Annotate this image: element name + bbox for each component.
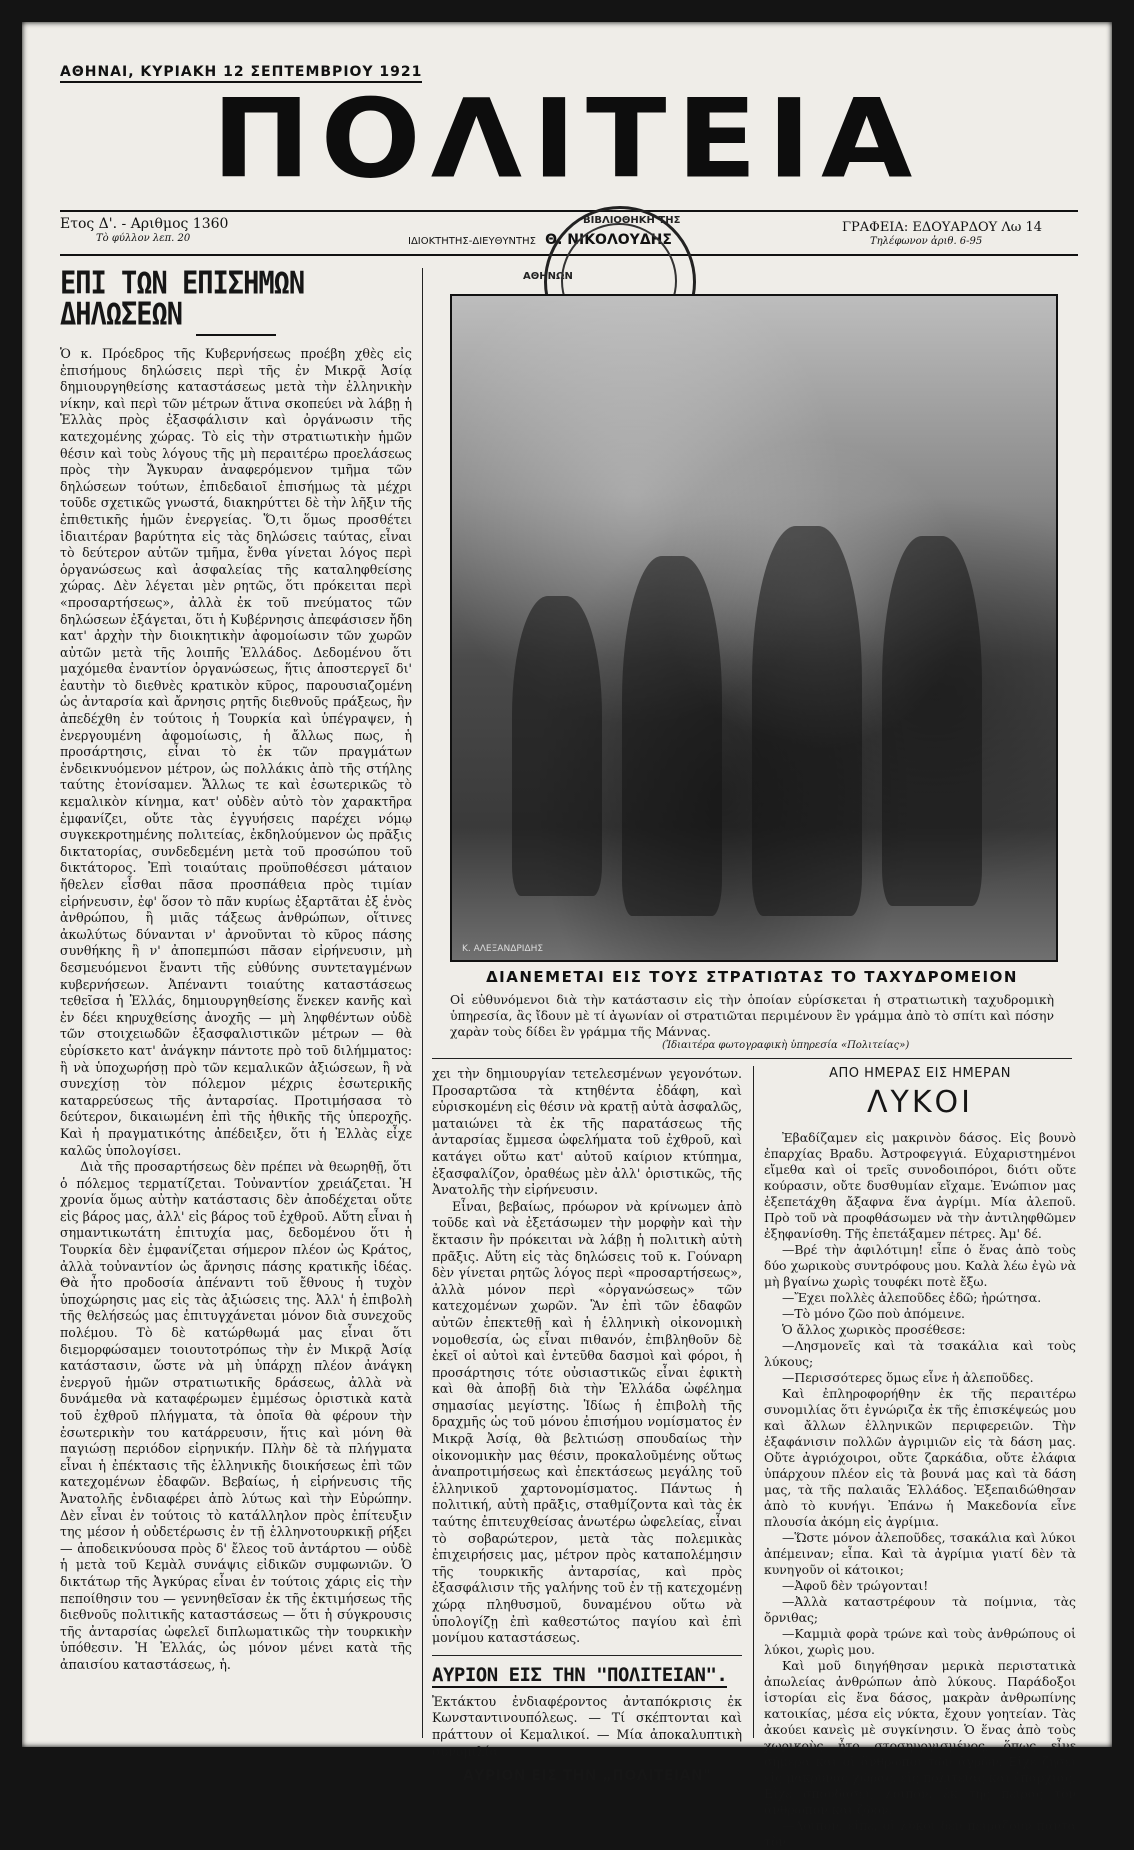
right-article-paragraph: —Λοιπόν, εἶπε, οἱ λύκοι δὲν πειράζουν πάντα τὸν [764, 1818, 1076, 1849]
tomorrow-box-closing: ΑΥΡΙΟΝ ΕΙΣ ΤΗΝ „ΠΟΛΙΤΕΙΑΝ" [462, 1768, 712, 1785]
photo-caption-title: ΔΙΑΝΕΜΕΤΑΙ ΕΙΣ ΤΟΥΣ ΣΤΡΑΤΙΩΤΑΣ ΤΟ ΤΑΧΥΔΡΟΜΕΙΟΝ [486, 968, 1018, 986]
issue-info [60, 216, 228, 245]
stamp-ring-text: ΒΙΒΛΙΟΘΗΚΗ ΤΗΣ [583, 215, 681, 226]
left-article-paragraph-1: Ὁ κ. Πρόεδρος τῆς Κυβερνήσεως προέβη χθὲς εἰς ἐπισήμους δηλώσεις περὶ τῆς ἐν Μικρᾷ Ἀσίᾳ δημιουργηθείσης καταστάσεως μετὰ τὴν ἑλληνικὴν νίκην, καὶ περὶ τῶν μέτρων ἅτινα σκοπεύει νὰ λάβῃ ἡ Ἑλλὰς πρὸς ἐξασφάλισιν καὶ ὀργάνωσιν τῆς κατεχομένης χώρας. Τὸ εἰς τὴν στρατιωτικὴν ἡμῶν θέσιν καὶ τοὺς λόγους τῆς μὴ περαιτέρω προελάσεως πρὸς τὴν Ἄγκυραν ἀναφερόμενον τμῆμα τῶν δηλώσεων τούτων, ἐπιδεδαιοῖ ἐπισήμως τὰ μέχρι τοῦδε σχετικῶς γνωστά, διακηρύττει δὲ τὴν λῆξιν τῆς ἐπιθετικῆς ἡμῶν ἐνεργείας. Ὅ,τι ὅμως προσθέτει ἰδιαιτέραν βαρύτητα εἰς τὰς δηλώσεις ταύτας, εἶναι τὸ δεύτερον αὐτῶν τμῆμα, ἔνθα γίνεται λόγος περὶ ὀργανώσεως καὶ ἀσφαλείας τῆς καταληφθείσης χώρας. Δὲν λέγεται μὲν ρητῶς, ὅτι πρόκειται περὶ «προσαρτήσεως», ἀλλὰ ἐκ τοῦ πνεύματος τῶν δηλώσεων ἐξάγεται, ὅτι ἡ Κυβέρνησις ἀπεφάσισεν ἤδη κατ' ἀρχὴν τὴν διοικητικὴν ἀφομοίωσιν τῶν χωρῶν αὐτῶν μετὰ τῆς λοιπῆς Ἑλλάδος. Δεδομένου ὅτι μαχόμεθα ἐναντίον ὀργανώσεως, ἥτις ἀποστεργεῖ δι' ἑαυτὴν τὸ διεθνὲς κρατικὸν κῦρος, παρουσιαζομένη ὡς ἀνταρσία καὶ ἄρνησις ρητῆς διεθνοῦς πράξεως, ἣν ἀπεδέχθη ἐν τούτοις ἡ Τουρκία καὶ ὑπέγραψεν, ἡ ἐνεργουμένη ἀφομοίωσις, ἡ ἄλλως πως, ἡ προσάρτησις, εἶναι τὸ ἐκ τῶν πραγμάτων ἐνδεικνυόμενον μέτρον, ὡς πολλάκις ἀπὸ τῆς στήλης ταύτης ἐτονίσαμεν. Ἄλλως τε καὶ ἐσωτερικῶς τὸ κεμαλικὸν κίνημα, κατ' οὐδὲν αὐτὸ τὸν χαρακτῆρα ἐμφανίζει, οὔτε τὰς ἐγγυήσεις παρέχει νόμῳ συγκεκροτημένης πολιτείας, ἐκδηλούμενον ὡς πρᾶξις δικτατορίας, συνδεδεμένη μετὰ τοῦ προσώπου τοῦ δικτάτορος. Ἐπὶ τοιαύταις προϋποθέσεσι μάταιον ἤθελεν εἶσθαι πᾶσα προσπάθεια πρὸς τιμίαν εἰρήνευσιν, ἐφ' ὅσον τὸ πᾶν κυρίως ἐξαρτᾶται ἐξ ἑνὸς ἀνθρώπου, ἢ μιᾶς τάξεως ἀνθρώπων, οἵτινες ἀκωλύτως δύνανται ν' ἀρνοῦνται τὸ κῦρος πάσης συνθήκης ἢ ν' ἀποπεμπώσι πᾶσαν εἰρήνευσιν, μὴ δεσμευόμενοι ἔναντι τῆς εὐθύνης συντεταγμένων κυβερνήσεων. Ἀπέναντι τοιαύτης καταστάσεως τεθεῖσα ἡ Ἑλλάς, δημιουργηθείσης ἕνεκεν κανῆς καὶ ἐν δέει κηρυχθείσης ἀνοχῆς — μὴ ληφθέντων οὐδὲ τῶν στοιχειωδῶν ἐξασφαλιστικῶν μέτρων — θὰ εὑρίσκετο κατ' ἀνάγκην πάντοτε πρὸ τοῦ διλήμματος: ἢ νὰ ὑποχωρήσῃ πρὸ τῶν κεμαλικῶν ἀξιώσεων, ἢ νὰ συνεχίσῃ τὸν πόλεμον μέχρις ἐσωτερικῆς καταρρεύσεως τῆς ἀνταρσίας. Προτιμήσασα τὸ δεύτερον, δικαιωμένη ἐπὶ τῆς ἠθικῆς τῆς ὑπεροχῆς. Καὶ ἡ πραγματικότης ἀπέδειξεν, ὅτι ἡ Ἑλλὰς εἶχε καλῶς ὑπολογίσει. [60, 346, 412, 1158]
soldiers-mail-photo [450, 294, 1058, 962]
right-article-paragraph: —Ἀλλὰ καταστρέφουν τὰ ποίμνια, τὰς ὄρνιθας; [764, 1594, 1076, 1625]
column-divider-right [753, 1066, 754, 1738]
right-article-paragraph: —Τὸ μόνο ζῶο ποὺ ἀπόμεινε. [782, 1306, 965, 1321]
photo-caption-text: Οἱ εὐθυνόμενοι διὰ τὴν κατάστασιν εἰς τὴν ὁποίαν εὑρίσκεται ἡ στρατιωτικὴ ταχυδρομικὴ ὑπηρεσία, ἂς ἴδουν μὲ τί ἀγωνίαν οἱ στρατιῶται περιμένουν ἓν γράμμα ἀπὸ τὸ σπίτι καὶ πόσην χαρὰν τοὺς δίδει ἓν γράμμα τῆς Μάννας. [450, 992, 1054, 1039]
column-divider-left [422, 268, 423, 1738]
owner-name: Θ. ΝΙΚΟΛΟΥΔΗΣ [545, 232, 672, 248]
photo-figure [622, 556, 722, 916]
left-article-paragraph-2: Διὰ τῆς προσαρτήσεως δὲν πρέπει νὰ θεωρηθῇ, ὅτι ὁ πόλεμος τερματίζεται. Τοὐναντίον χρειάζεται. Ἡ χρονία ὅμως αὐτὴν κατάστασις δὲν ἀποδέχεται οὔτε εἰς βάρος μας, ἀλλ' εἰς βάρος τοῦ ἐχθροῦ. Αὕτη εἶναι ἡ σημαντικωτάτη ἐπιτυχία μας, δεδομένου ὅτι ἡ Τουρκία δὲν ἐμφανίζεται σήμερον πλέον ὡς Κράτος, ἀλλὰ τοὐναντίον ὡς ἄρνησις πάσης κρατικῆς ἰδέας. Θὰ ἦτο προδοσία ἀπέναντι τοῦ ἔθνους ἡ τυχὸν ὑποχώρησις μας εἰς τὰς ἀξιώσεις της. Ἀλλ' ἡ ἐπιβολὴ τῆς θελήσεώς μας ἐπιτυγχάνεται μόνον διὰ συνεχοῦς πολέμου. Τὸ δὲ κατώρθωμά μας εἶναι ὅτι διεμορφώσαμεν τοιουτοτρόπως τὴν ἐν Μικρᾷ Ἀσίᾳ κατάστασιν, ὥστε νὰ μὴ ὑπάρχῃ πλέον ἀνάγκη ἐνεργοῦ ἡμῶν στρατιωτικῆς δράσεως, ἀλλὰ νὰ δυνάμεθα νὰ καταφέρωμεν ἐμμέσως ὁριστικὰ κατὰ τοῦ ἐχθροῦ πλήγματα, τὰ ὁποῖα θὰ φέρουν τὴν ἐσωτερικὴν του κατάρρευσιν, ἥτις καὶ μόνη θὰ παγιώσῃ περιόδον εἰρηνικήν. Πλὴν δὲ τὰ πλήγματα εἶναι ἡ ἐπέκτασις τῆς ἑλληνικῆς διοικήσεως ἐπὶ τῶν κατεχομένων ἐδαφῶν. Βεβαίως, ἡ εἰρήνευσις τῆς Ἀνατολῆς ἐνδιαφέρει ἀπὸ λύτως καὶ τὴν Εὐρώπην. Δὲν εἶναι ἐν τούτοις τὸ κατάλληλον πρὸς ἐπίτευξιν της μέσον ἡ οὐδετέρωσις ἐν τῇ ἑλληνοτουρκικῇ ρήξει — ἀποδεικνύουσα πρὸς δ' ἔλεος τοῦ ἀντάρτου — οὐδὲ ἡ μετὰ τοῦ Κεμὰλ συνάψις εἰδικῶν συμφωνιῶν. Ὁ δικτάτωρ τῆς Ἀγκύρας εἶναι ἐν τούτοις χάρις εἰς τὴν πεποίθησιν του — γεννηθεῖσαν ἐκ τῆς ἐκτιμήσεως τῆς διεθνοῦς πολιτικῆς καταστάσεως — ὅτι ἡ σύγκρουσις τῆς ἀνταρσίας ὠφελεῖ διπλωματικῶς τὴν τουρκικὴν ὑπόθεσιν. Ἡ Ἑλλάς, ὡς μόνον μένει κατὰ τῆς ἀπαισίου καταστάσεως, ἡ. [60, 1159, 412, 1672]
right-article [764, 1066, 1076, 1850]
box-rule [432, 1655, 742, 1656]
right-article-paragraph: Ὁ ἄλλος χωρικὸς προσέθεσε: [782, 1322, 966, 1337]
right-article-paragraph: —Ἀφοῦ δὲν τρώγονται! [782, 1578, 929, 1593]
masthead-rule-top [60, 210, 1078, 212]
photo-figure [882, 536, 982, 906]
right-article-paragraph: Καὶ ἐπληροφορήθην ἐκ τῆς περαιτέρω συνομιλίας ὅτι ἐγνώριζα ἐκ τῆς ἐπισκέψεώς μου καὶ ἄλλων ἑλληνικῶν περιφερειῶν. Τὴν ἐξαφάνισιν πολλῶν ἀγριμιῶν εἰς τὰ δάση μας. Οὔτε ἀγριόχοιροι, οὔτε ζαρκάδια, οὔτε ἐλάφια ὑπάρχουν πλέον εἰς τὰ βουνά μας καὶ τὰ δάση μας, τὰ τῆς παλαιᾶς Ἑλλάδος. Ἐξεπαιδώθησαν ἀπὸ τὸ κυνήγι. Ἐπάνω ἡ Μακεδονία εἶνε πλουσία ἀκόμη εἰς ἀγρίμια. [764, 1386, 1076, 1529]
issue-price: Τὸ φύλλον λεπ. 20 [96, 232, 191, 244]
right-article-paragraph: —Καμμιὰ φορὰ τρώνε καὶ τοὺς ἀνθρώπους οἱ λύκοι, χωρὶς μου. [764, 1626, 1076, 1657]
masthead-title: ΠΟΛΙΤΕΙΑ [211, 75, 923, 203]
dateline: ΑΘΗΝΑΙ, ΚΥΡΙΑΚΗ 12 ΣΕΠΤΕΜΒΡΙΟΥ 1921 [60, 64, 422, 83]
right-article-paragraph: Ἐβαδίζαμεν εἰς μακρινὸν δάσος. Εἰς βουνὸ ἐπαρχίας Βραδυ. Ἀστροφεγγιά. Εὐχαριστημένοι εἴμεθα καὶ οἱ τρεῖς συνοδοιπόροι, διότι οὔτε κούρασιν, οὔτε δυσθυμίαν εἴχαμε. Ἐνώπιον μας ἐξεπετάχθη ἄξαφνα ἕνα ἀγρίμι. Μία ἀλεποῦ. Πρὸ τοῦ νὰ προφθάσωμεν νὰ τὴν ἀντιληφθῶμεν ἐξηφανίσθη. Τῆς ἐπετάξαμεν πέτρες. Ἀμ' δέ. [764, 1130, 1076, 1241]
stamp-side-text: ΑΘΗΝΩΝ [523, 271, 573, 282]
office-address: ΓΡΑΦΕΙΑ: ΕΔΟΥΑΡΔΟΥ Λω 14 [842, 220, 1043, 235]
middle-article [432, 1066, 742, 1784]
photo-figure [752, 526, 862, 916]
caption-rule [432, 1058, 1072, 1059]
tomorrow-box [432, 1660, 742, 1784]
middle-article-paragraph-1: χει τὴν δημιουργίαν τετελεσμένων γεγονότων. Προσαρτῶσα τὰ κτηθέντα ἐδάφη, καὶ εὑρισκομένη εἰς θέσιν νὰ κρατῇ αὐτὰ ἀσφαλῶς, ματαιώνει τὰ ἐκ τῆς παρατάσεως τῆς ἀνταρσίας ἔμμεσα ὠφελήματα τοῦ ἐχθροῦ, καὶ κατάγει οὕτω κατ' αὐτοῦ καίριον κτύπημα, ἐξασφαλίζον, ὀραθέως μὲν ἀλλ' ὁριστικῶς, τῆς Ἀνατολῆς τὴν εἰρήνευσιν. [432, 1066, 742, 1198]
right-article-paragraph: —Βρέ τὴν ἀφιλότιμη! εἶπε ὁ ἕνας ἀπὸ τοὺς δύο χωρικοὺς συντρόφους μου. Καλὰ λέω ἐγὼ νὰ μὴ βγαίνω χωρὶς τουφέκι ποτὲ ἔξω. [764, 1242, 1076, 1289]
right-article-title: ΛΥΚΟΙ [867, 1085, 973, 1120]
tomorrow-box-title: ΑΥΡΙΟΝ ΕΙΣ ΤΗΝ "ΠΟΛΙΤΕΙΑΝ". [432, 1663, 728, 1686]
photo-figure [512, 596, 602, 896]
right-article-paragraph: Καὶ μοῦ διηγήθησαν μερικὰ περιστατικὰ ἀπωλείας ἀνθρώπων ἀπὸ λύκους. Παράδοξοι ἱστορίαι εἰς ἕνα δάσος, μακρὰν ἀνθρωπίνης κατοικίας, μέσα εἰς νύκτα, ἔχουν γοητείαν. Τὰς ἀκούει κανεὶς μὲ συγκίνησιν. Ὁ ἕνας ἀπὸ τοὺς χωρικοὺς ἦτο στοσηυργισμένος, ὅπως εἶνε σήμερα καὶ οἱ ἄνθρωποι τῶν ἀγρῶν. Εἶχε ζήσει εἰς μακρυνὰς χώρας, εἰς πολιτείας καὶ ἐπαρχίας. Εἶχε σπουδάσει, λοιπόν, ἐκ τῆς πείρας τὸν ἄνθρωπον καὶ ζῷον. [764, 1658, 1076, 1817]
right-article-paragraph: —Περισσότερες ὅμως εἶνε ἡ ἀλεποῦδες. [782, 1370, 1034, 1385]
right-article-paragraph: —Ὥστε μόνον ἀλεποῦδες, τσακάλια καὶ λύκοι ἀπέμειναν; εἶπα. Καὶ τὰ ἀγρίμια γιατί δὲν τὰ κυνηγοῦν οἱ κάτοικοι; [764, 1530, 1076, 1577]
tomorrow-box-text: Ἐκτάκτου ἐνδιαφέροντος ἀνταπόκρισις ἐκ Κωνσταντινουπόλεως. — Τί σκέπτονται καὶ πράττουν οἱ Κεμαλικοί. — Μία ἀποκαλυπτικὴ συνομιλία. [432, 1693, 742, 1759]
photo-credit: Κ. ΑΛΕΞΑΝΔΡΙΔΗΣ [462, 944, 544, 954]
left-article-headline: ΕΠΙ ΤΩΝ ΕΠΙΣΗΜΩΝ ΔΗΛΩΣΕΩΝ [60, 265, 305, 333]
left-article [60, 265, 412, 1674]
office-phone: Τηλέφωνον ἀριθ. 6-95 [870, 235, 983, 247]
office-info [842, 220, 1042, 248]
right-article-paragraph: —Ἔχει πολλὲς ἀλεποῦδες ἐδῶ; ἠρώτησα. [782, 1290, 1042, 1305]
right-article-kicker: ΑΠΟ ΗΜΕΡΑΣ ΕΙΣ ΗΜΕΡΑΝ [829, 1066, 1011, 1081]
right-article-paragraph: —Λησμονεῖς καὶ τὰ τσακάλια καὶ τοὺς λύκους; [764, 1338, 1076, 1369]
newspaper-page [22, 22, 1112, 1849]
middle-article-paragraph-2: Εἶναι, βεβαίως, πρόωρον νὰ κρίνωμεν ἀπὸ τοῦδε καὶ νὰ ἐξετάσωμεν τὴν μορφὴν καὶ τὴν ἔκτασιν ἣν πρόκειται νὰ λάβῃ ἡ πολιτικὴ αὐτὴ πρᾶξις. Αὕτη εἰς τὰς δηλώσεις τοῦ κ. Γούναρη δὲν γίνεται ρητῶς λόγος περὶ «προσαρτήσεως», ἀλλὰ μόνον περὶ «ὀργανώσεως» τῶν κατεχομένων χωρῶν. Ἂν ἐπὶ τῶν ἐδαφῶν αὐτῶν ἐπεκτεθῇ καὶ ἡ ἑλληνικὴ οἰκονομικὴ νομοθεσία, ὡς εἶναι πιθανόν, ἐπιβληθοῦν δὲ ἐκεῖ οἱ αὐτοὶ καὶ ἐντεῦθα δασμοὶ καὶ φόροι, ἡ προσάρτησις τότε οὐσιαστικῶς εἶναι ἐφικτὴ καὶ θὰ ἀποβῇ διὰ τὴν Ἑλλάδα ὠφέλημα σημασίας μεγίστης. Ἰδίως ἡ ἐπιβολὴ τῆς δραχμῆς ὡς τοῦ μόνου ἐπισήμου νομίσματος ἐν Μικρᾷ Ἀσίᾳ, θὰ βελτιώσῃ σπουδαίως τὴν οἰκονομικὴν μας θέσιν, προκαλοῦμένης οὕτως ἀναπροτιμήσεως καὶ ἐπεκτάσεως μεγάλης τοῦ ἑλληνικοῦ χαρτονομίσματος. Πάντως ἡ πολιτική, αὐτὴ πρᾶξις, σταθμίζοντα καὶ τὰς ἐκ ταύτης ἐπιτευχθείσας ἀνωτέρω ὠφελείας, εἶναι τὸ σοβαρώτερον, μετὰ τὰς πολεμικὰς ἐπιχειρήσεις μας, μέτρον πρὸς καταπολέμησιν τῆς τουρκικῆς ἀνταρσίας, καὶ πρὸς ἐξασφάλισιν τῆς γαλήνης τοῦ ἐν τῇ κατεχομένῃ χώρᾳ πληθυσμοῦ, δυναμένου οὕτω νὰ ὑπολογίζῃ ἐπὶ καθεστώτος παγίου καὶ ἐπὶ μονίμου καταστάσεως. [432, 1198, 742, 1646]
owner-label: ΙΔΙΟΚΤΗΤΗΣ-ΔΙΕΥΘΥΝΤΗΣ [408, 236, 536, 247]
issue-number: Ετος Δ'. - Αριθμος 1360 [60, 216, 229, 232]
photo-caption-credit: (Ἰδιαιτέρα φωτογραφικὴ ὑπηρεσία «Πολιτείας») [662, 1040, 910, 1051]
headline-separator [196, 334, 276, 336]
